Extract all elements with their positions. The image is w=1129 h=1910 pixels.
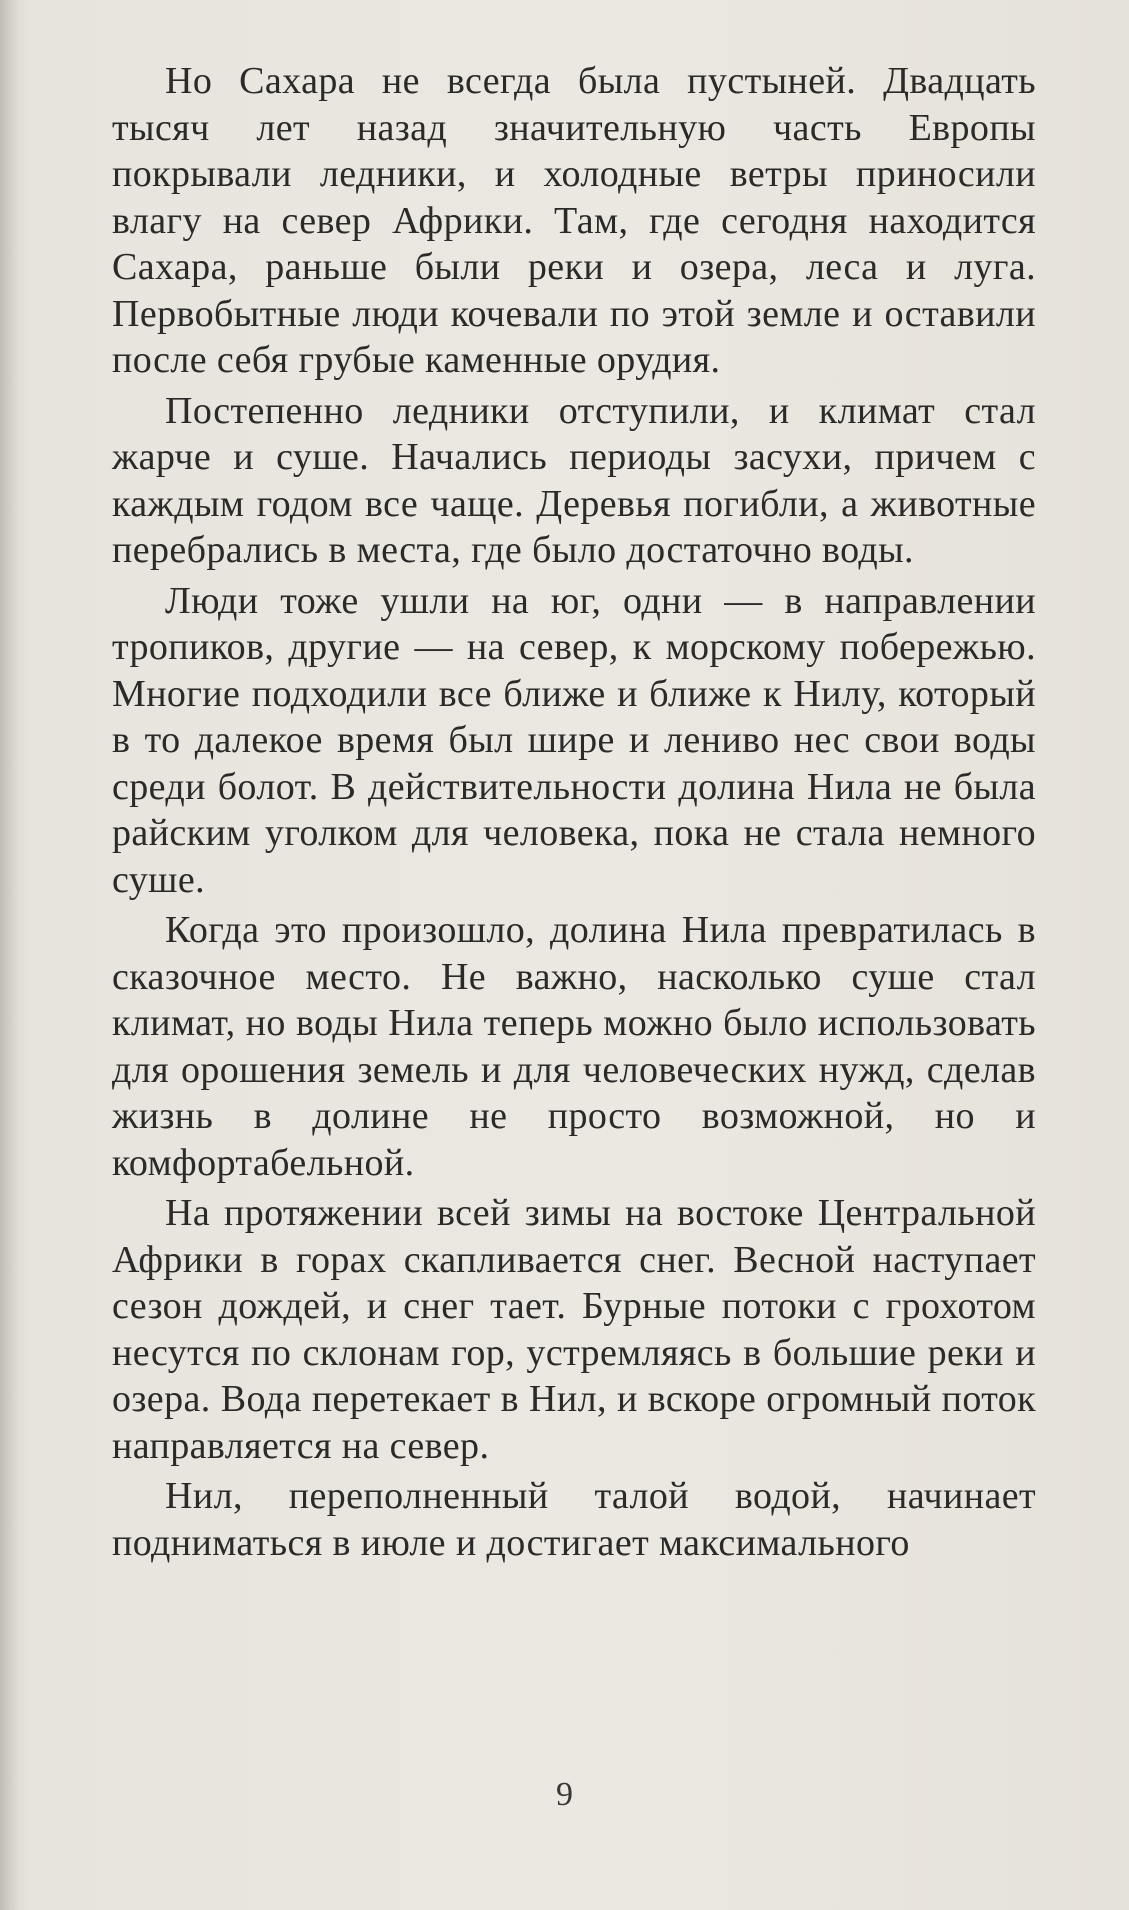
paragraph-glaciers-retreat: Постепенно ледники отступили, и климат стал жарче и суше. Начались периоды засухи, причем с каждым годом все чаще. Деревья погибли, а животные перебрались в места, где было достаточно воды. [112, 389, 1036, 571]
paragraph-nile-valley: Когда это произошло, долина Нила превратилась в сказочное место. Не важно, насколько суше стал климат, но воды Нила теперь можно было использовать для орошения земель и для человеческих нужд, сделав жизнь в долине не просто возможной, но и комфортабельной. [112, 909, 1036, 1184]
page-number: 9 [556, 1776, 573, 1813]
paragraph-snow-melt: На протяжении всей зимы на востоке Центральной Африки в горах скапливается снег. Весной наступает сезон дождей, и снег тает. Бурные потоки с грохотом несутся по склонам гор, устремляясь в большие реки и озера. Вода перетекает в Нил, и вскоре огромный поток направляется на север. [112, 1192, 1036, 1467]
paragraph-sahara-history: Но Сахара не всегда была пустыней. Двадцать тысяч лет назад значительную часть Европы покрывали ледники, и холодные ветры приносили влагу на север Африки. Там, где сегодня находится Сахара, раньше были реки и озера, леса и луга. Первобытные люди кочевали по этой земле и оставили после себя грубые каменные орудия. [112, 60, 1036, 381]
paragraph-nile-flood: Нил, переполненный талой водой, начинает подниматься в июле и достигает максимального [112, 1475, 1036, 1564]
body-text [112, 58, 1036, 1570]
paragraph-people-migration: Люди тоже ушли на юг, одни — в направлении тропиков, другие — на север, к морскому побережью. Многие подходили все ближе и ближе к Нилу, который в то далекое время был шире и лениво нес свои воды среди болот. В действительности долина Нила не была райским уголком для человека, пока не стала немного суше. [112, 579, 1036, 901]
spine-shadow [0, 0, 18, 1910]
